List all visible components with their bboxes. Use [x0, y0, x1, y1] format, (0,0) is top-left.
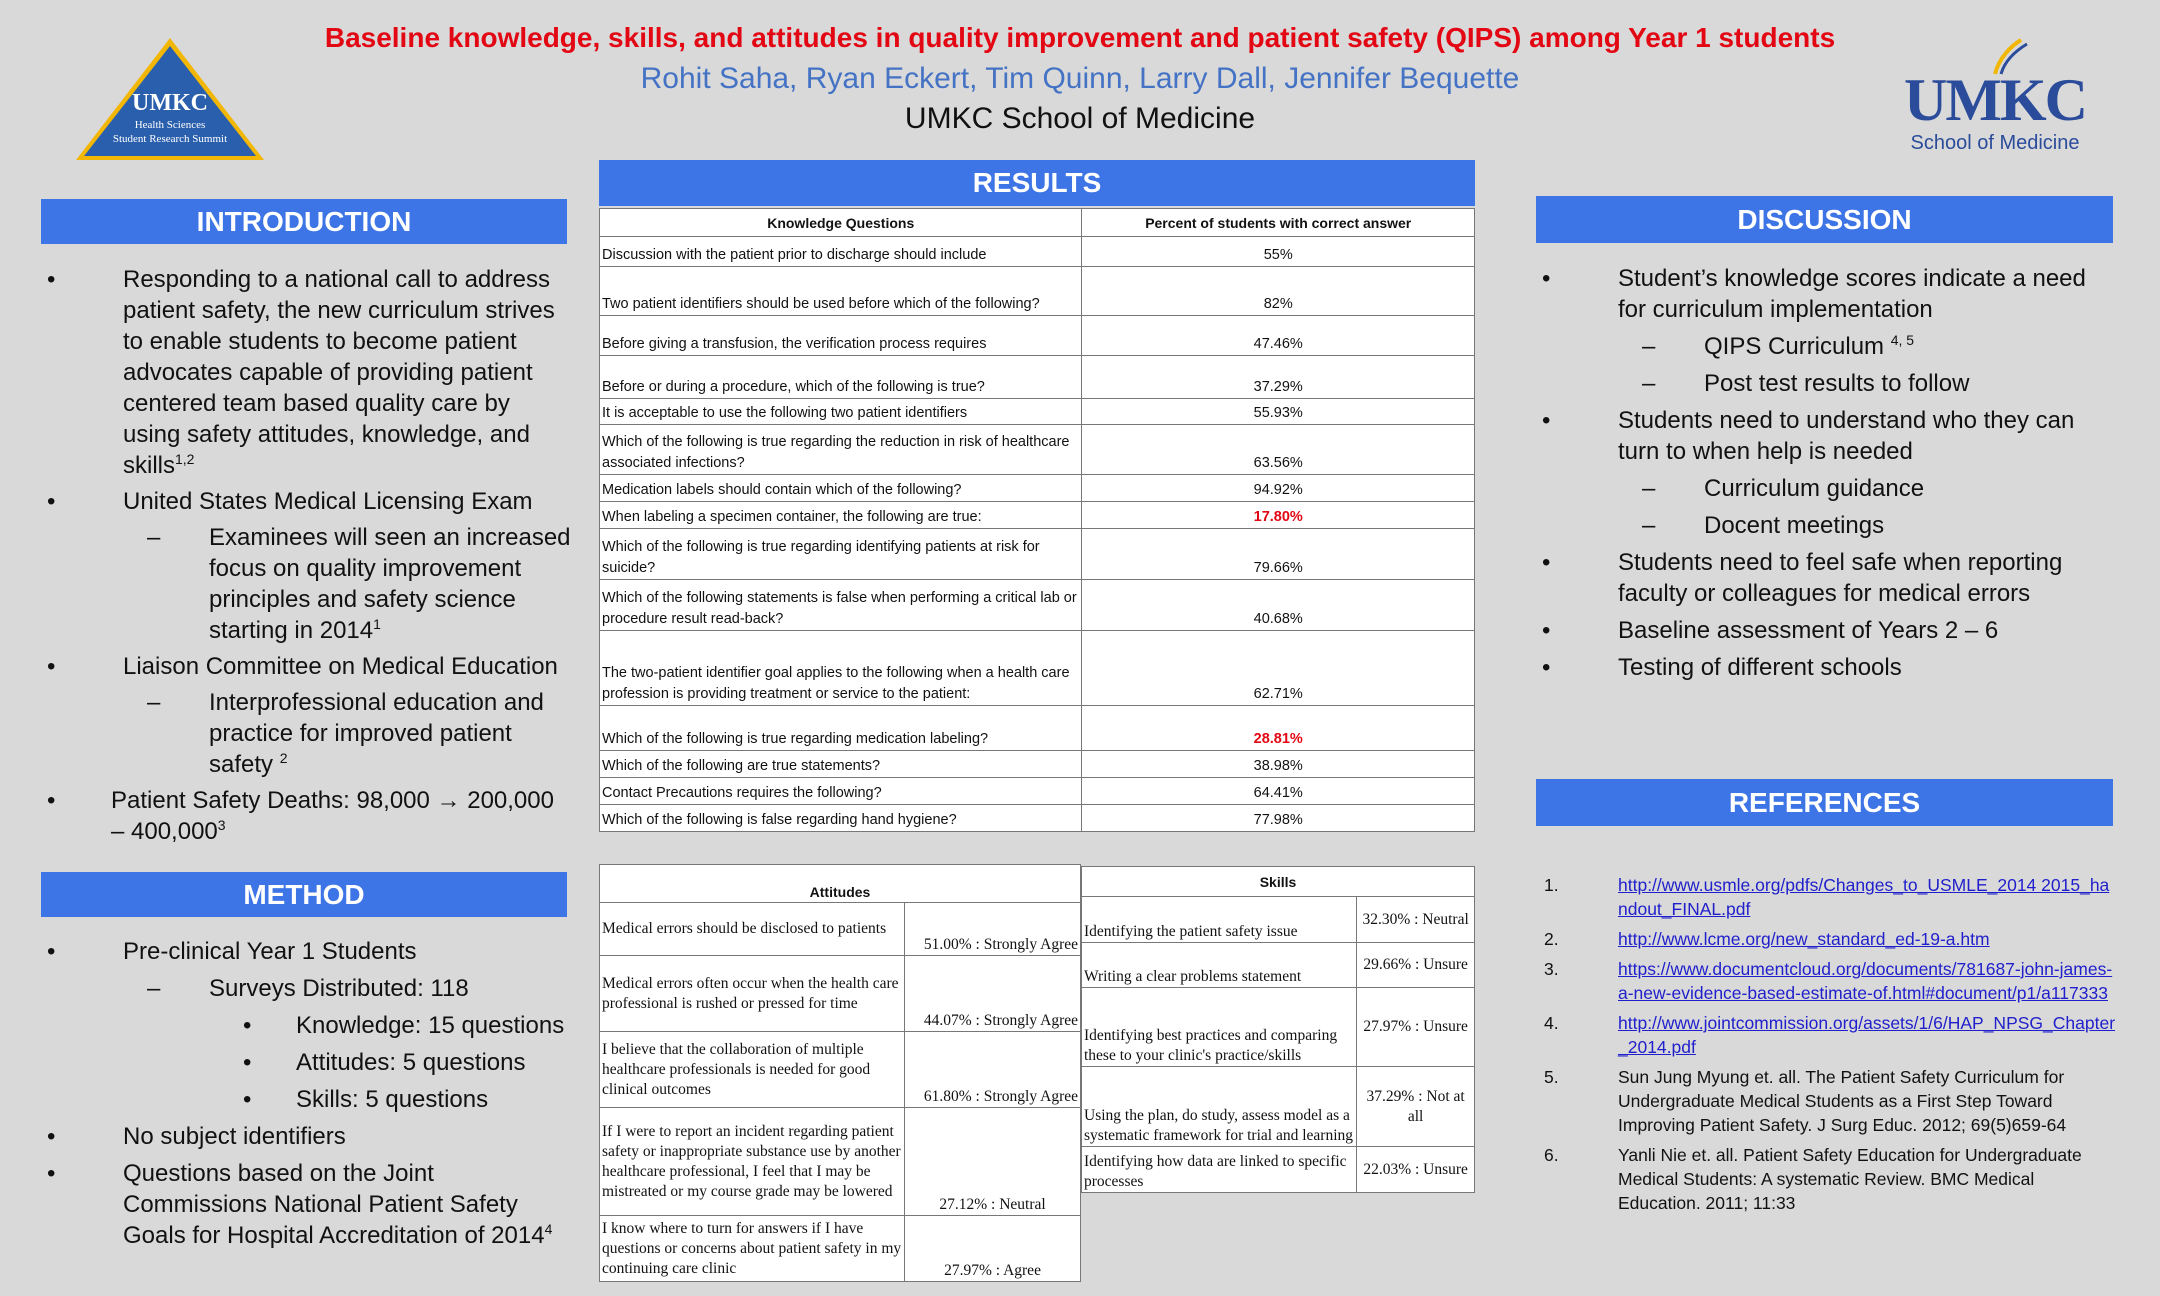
- references-heading: REFERENCES: [1536, 779, 2113, 826]
- bullet-icon: •: [47, 787, 56, 814]
- bullet-icon: •: [1542, 265, 1551, 292]
- umkc-medicine-logo: [1895, 36, 2095, 156]
- table-row: Which of the following is true regarding medication labeling? 28.81%: [600, 706, 1475, 751]
- bullet-icon: •: [243, 1086, 252, 1113]
- logo-left-line3: Student Research Summit: [112, 133, 228, 145]
- table-row: Which of the following is false regarding hand hygiene? 77.98%: [600, 805, 1475, 832]
- table-row: If I were to report an incident regarding patient safety or inappropriate substance use by another healthcare professional, I feel that I may be mistreated or my course grade may be lowered 27.12% : Neutral: [600, 1108, 1081, 1216]
- intro-sub-bullet-2: – Interprofessional education and practice for improved patient safety $^2$: [147, 689, 544, 778]
- table-row: Using the plan, do study, assess model as a systematic framework for trial and learning 37.29% : Not at all: [1082, 1067, 1475, 1147]
- table-row: Which of the following is true regarding identifying patients at risk for suicide? 79.66%: [600, 529, 1475, 580]
- arrow-icon: →: [436, 787, 461, 814]
- skills-header-row: [1082, 867, 1475, 897]
- knowledge-col-question: Knowledge Questions: [600, 209, 1082, 237]
- bullet-icon: •: [47, 653, 56, 680]
- bullet-icon: •: [47, 938, 56, 965]
- bullet-icon: •: [243, 1012, 252, 1039]
- table-row: Before or during a procedure, which of the following is true? 37.29%: [600, 356, 1475, 399]
- attitudes-table: [599, 864, 1081, 1282]
- discussion-sub-2: – Post test results to follow: [1642, 370, 1970, 397]
- table-row: Writing a clear problems statement 29.66% : Unsure: [1082, 943, 1475, 988]
- method-bullet-1: • Pre-clinical Year 1 Students: [47, 938, 417, 965]
- references-list: [1536, 873, 2116, 1221]
- reference-item[interactable]: 2. http://www.lcme.org/new_standard_ed-19-a.htm: [1544, 929, 1990, 949]
- reference-link[interactable]: https://www.documentcloud.org/documents/781687-john-james-a-new-evidence-based-estimate-of.html#document/p1/a117333: [1618, 959, 2113, 1003]
- logo-right-line2: School of Medicine: [1910, 132, 2080, 154]
- table-row: Medical errors should be disclosed to patients 51.00% : Strongly Agree: [600, 903, 1081, 956]
- dash-icon: –: [1642, 475, 1656, 502]
- bullet-icon: •: [1542, 654, 1551, 681]
- table-row: Medical errors often occur when the health care professional is rushed or pressed for time 44.07% : Strongly Agree: [600, 956, 1081, 1032]
- knowledge-table: [599, 208, 1475, 832]
- table-row: Which of the following are true statements? 38.98%: [600, 751, 1475, 778]
- method-bullet-2: • No subject identifiers: [47, 1123, 346, 1150]
- bullet-icon: •: [47, 1123, 56, 1150]
- knowledge-col-percent: Percent of students with correct answer: [1082, 209, 1475, 237]
- discussion-sub-4: – Docent meetings: [1642, 512, 1885, 539]
- intro-bullet-2: • United States Medical Licensing Exam: [47, 488, 533, 515]
- bullet-icon: •: [47, 488, 56, 515]
- school-name: UMKC School of Medicine: [904, 102, 1256, 135]
- bullet-icon: •: [47, 1160, 56, 1187]
- dash-icon: –: [1642, 370, 1656, 397]
- bullet-icon: •: [243, 1049, 252, 1076]
- reference-text: Sun Jung Myung et. all. The Patient Safety Curriculum for Undergraduate Medical Students as a First Step Toward Improving Patient Safety. J Surg Educ. 2012; 69(5)659-64: [1618, 1067, 2067, 1135]
- knowledge-header-row: [600, 209, 1475, 237]
- intro-sub-bullet-1: – Examinees will seen an increased focus on quality improvement principles and safety science starting in 2014$^1$: [147, 524, 571, 644]
- intro-bullet-1: • Responding to a national call to address patient safety, the new curriculum strives to enable students to become patient advocates capable of providing patient centered team based quality care by using safety attitudes, knowledge, and skills$^{1,2}$: [47, 266, 555, 479]
- bullet-icon: •: [1542, 617, 1551, 644]
- table-row: Identifying best practices and comparing these to your clinic's practice/skills 27.97% : Unsure: [1082, 988, 1475, 1067]
- intro-bullet-4: • Patient Safety Deaths: 98,000 → 200,000 – 400,000$^3$: [47, 787, 554, 845]
- table-row: Discussion with the patient prior to discharge should include 55%: [600, 237, 1475, 267]
- skills-table: [1081, 866, 1475, 1193]
- authors: Rohit Saha, Ryan Eckert, Tim Quinn, Larry Dall, Jennifer Bequette: [640, 62, 1520, 95]
- table-row: The two-patient identifier goal applies to the following when a health care profession is providing treatment or service to the patient: 62.71%: [600, 631, 1475, 706]
- dash-icon: –: [147, 975, 161, 1002]
- table-row: I know where to turn for answers if I have questions or concerns about patient safety in my continuing care clinic 27.97% : Agree: [600, 1216, 1081, 1282]
- dash-icon: –: [1642, 512, 1656, 539]
- table-row: Which of the following statements is false when performing a critical lab or procedure result read-back? 40.68%: [600, 580, 1475, 631]
- discussion-heading: DISCUSSION: [1536, 196, 2113, 243]
- table-row: Two patient identifiers should be used before which of the following? 82%: [600, 267, 1475, 316]
- table-row: Before giving a transfusion, the verification process requires 47.46%: [600, 316, 1475, 356]
- reference-link[interactable]: http://www.lcme.org/new_standard_ed-19-a.htm: [1618, 929, 1990, 949]
- intro-bullet-3: • Liaison Committee on Medical Education: [47, 653, 558, 680]
- table-row: Contact Precautions requires the following? 64.41%: [600, 778, 1475, 805]
- table-row: Medication labels should contain which of the following? 94.92%: [600, 475, 1475, 502]
- method-sub-sub-3: • Skills: 5 questions: [243, 1086, 489, 1113]
- discussion-sub-1: – QIPS Curriculum $^{4, 5}$: [1642, 332, 1915, 360]
- introduction-heading: INTRODUCTION: [41, 199, 567, 244]
- bullet-icon: •: [1542, 407, 1551, 434]
- table-row: Which of the following is true regarding the reduction in risk of healthcare associated infections? 63.56%: [600, 425, 1475, 475]
- method-heading: METHOD: [41, 872, 567, 917]
- table-row: When labeling a specimen container, the following are true: 17.80%: [600, 502, 1475, 529]
- discussion-bullet-3: • Students need to feel safe when reporting faculty or colleagues for medical errors: [1542, 549, 2063, 607]
- discussion-sub-3: – Curriculum guidance: [1642, 475, 1925, 502]
- table-row: Identifying how data are linked to specific processes 22.03% : Unsure: [1082, 1147, 1475, 1193]
- table-row: It is acceptable to use the following two patient identifiers 55.93%: [600, 399, 1475, 425]
- method-sub-bullet: – Surveys Distributed: 118: [147, 975, 469, 1002]
- discussion-bullet-2: • Students need to understand who they can turn to when help is needed: [1542, 407, 2075, 465]
- logo-left-line1: UMKC: [132, 90, 208, 116]
- attitudes-header-row: [600, 865, 1081, 903]
- reference-link[interactable]: http://www.jointcommission.org/assets/1/6/HAP_NPSG_Chapter_2014.pdf: [1618, 1013, 2116, 1057]
- method-sub-sub-1: • Knowledge: 15 questions: [243, 1012, 565, 1039]
- method-sub-sub-2: • Attitudes: 5 questions: [243, 1049, 526, 1076]
- bullet-icon: •: [47, 266, 56, 293]
- logo-right-line1: UMKC: [1904, 67, 2086, 133]
- discussion-bullet-1: • Student’s knowledge scores indicate a need for curriculum implementation: [1542, 265, 2086, 323]
- introduction-body: [41, 264, 571, 847]
- attitudes-heading: Attitudes: [600, 865, 1081, 903]
- dash-icon: –: [147, 689, 161, 716]
- results-heading: RESULTS: [599, 160, 1475, 206]
- discussion-bullet-5: • Testing of different schools: [1542, 654, 1902, 681]
- discussion-bullet-4: • Baseline assessment of Years 2 – 6: [1542, 617, 1999, 644]
- dash-icon: –: [1642, 333, 1656, 360]
- table-row: I believe that the collaboration of multiple healthcare professionals is needed for good clinical outcomes 61.80% : Strongly Agree: [600, 1032, 1081, 1108]
- method-body: [41, 936, 571, 1251]
- discussion-body: [1536, 263, 2096, 683]
- reference-link[interactable]: http://www.usmle.org/pdfs/Changes_to_USMLE_2014 2015_handout_FINAL.pdf: [1618, 875, 2110, 919]
- logo-left-line2: Health Sciences: [134, 119, 206, 131]
- reference-item[interactable]: 3. https://www.documentcloud.org/documents/781687-john-james-a-new-evidence-based-estimate-of.html#document/p1/a117333: [1544, 959, 2113, 1003]
- poster-title: Baseline knowledge, skills, and attitudes in quality improvement and patient safety (QIPS) among Year 1 students: [324, 22, 1836, 53]
- reference-item: 5. Sun Jung Myung et. all. The Patient Safety Curriculum for Undergraduate Medical Students as a First Step Toward Improving Patient Safety. J Surg Educ. 2012; 69(5)659-64: [1544, 1067, 2067, 1135]
- summit-logo: [72, 34, 268, 164]
- reference-item[interactable]: 1. http://www.usmle.org/pdfs/Changes_to_USMLE_2014 2015_handout_FINAL.pdf: [1544, 875, 2110, 919]
- dash-icon: –: [147, 524, 161, 551]
- reference-text: Yanli Nie et. all. Patient Safety Education for Undergraduate Medical Students: A systematic Review. BMC Medical Education. 2011; 11:33: [1618, 1145, 2082, 1213]
- bullet-icon: •: [1542, 549, 1551, 576]
- reference-item[interactable]: 4. http://www.jointcommission.org/assets/1/6/HAP_NPSG_Chapter_2014.pdf: [1544, 1013, 2116, 1057]
- reference-item: 6. Yanli Nie et. all. Patient Safety Education for Undergraduate Medical Students: A systematic Review. BMC Medical Education. 2011; 11:33: [1544, 1145, 2082, 1213]
- method-bullet-3: • Questions based on the Joint Commissions National Patient Safety Goals for Hospital Accreditation of 2014$^4$: [47, 1160, 553, 1249]
- skills-heading: Skills: [1082, 867, 1475, 897]
- table-row: Identifying the patient safety issue 32.30% : Neutral: [1082, 897, 1475, 943]
